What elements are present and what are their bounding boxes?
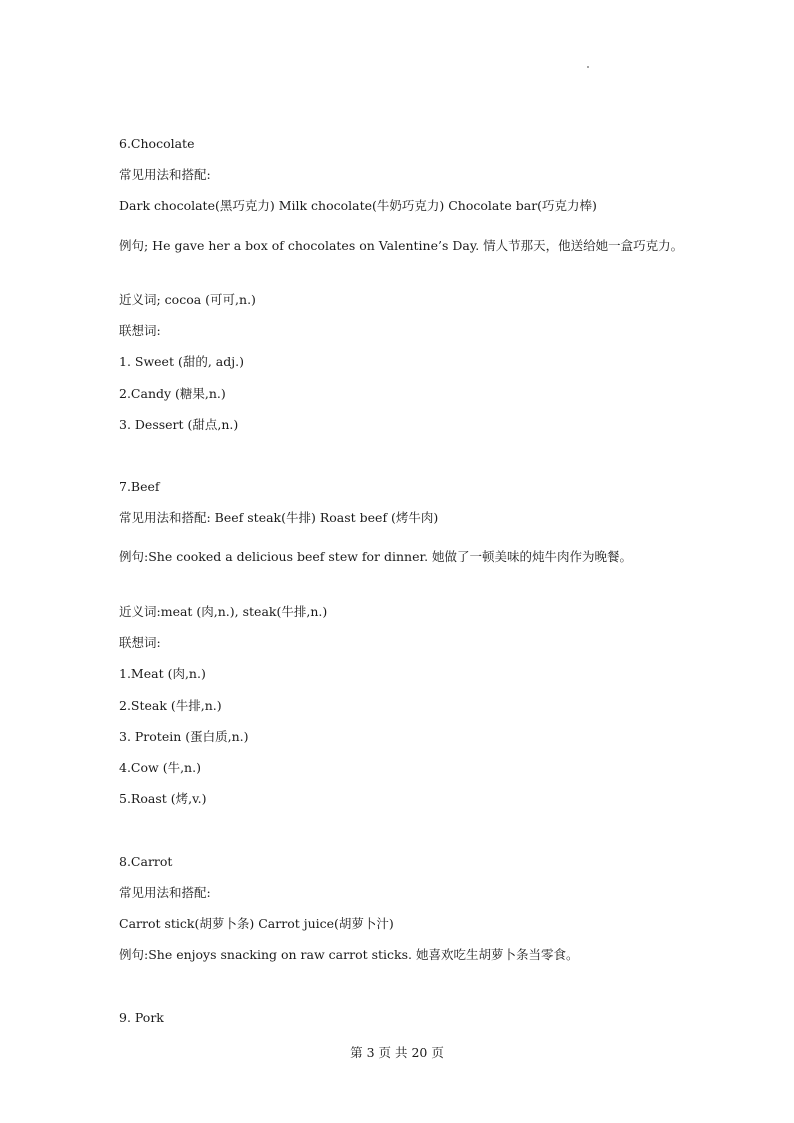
association-item: 3. Protein (蛋白质,n.)	[119, 729, 249, 744]
section-heading: 9. Pork	[119, 1010, 164, 1025]
usage-label: 常见用法和搭配:	[119, 885, 211, 900]
collocations: Dark chocolate(黑巧克力) Milk chocolate(牛奶巧克力) Chocolate bar(巧克力棒)	[119, 198, 597, 213]
association-item: 5.Roast (烤,v.)	[119, 791, 207, 806]
collocations: Carrot stick(胡萝卜条) Carrot juice(胡萝卜汁)	[119, 916, 394, 931]
association-item: 4.Cow (牛,n.)	[119, 760, 201, 775]
example-sentence: 例句:She cooked a delicious beef stew for dinner. 她做了一顿美味的炖牛肉作为晚餐。	[119, 549, 633, 564]
association-item: 2.Candy (糖果,n.)	[119, 386, 226, 401]
example-sentence: 例句; He gave her a box of chocolates on Valentine’s Day. 情人节那天，他送给她一盒巧克力。	[119, 238, 684, 253]
association-item: 1.Meat (肉,n.)	[119, 666, 206, 681]
section-heading: 8.Carrot	[119, 854, 173, 869]
usage-line: 常见用法和搭配: Beef steak(牛排) Roast beef (烤牛肉)	[119, 510, 439, 525]
association-item: 2.Steak (牛排,n.)	[119, 698, 222, 713]
association-label: 联想词:	[119, 323, 161, 338]
usage-label: 常见用法和搭配:	[119, 167, 211, 182]
association-item: 3. Dessert (甜点,n.)	[119, 417, 239, 432]
synonyms: 近义词:meat (肉,n.), steak(牛排,n.)	[119, 604, 328, 619]
page-mark	[587, 66, 589, 68]
section-heading: 6.Chocolate	[119, 136, 195, 151]
synonyms: 近义词; cocoa (可可,n.)	[119, 292, 256, 307]
section-heading: 7.Beef	[119, 479, 160, 494]
association-item: 1. Sweet (甜的, adj.)	[119, 354, 244, 369]
page-footer: 第 3 页 共 20 页	[350, 1045, 444, 1060]
association-label: 联想词:	[119, 635, 161, 650]
example-sentence: 例句:She enjoys snacking on raw carrot sticks. 她喜欢吃生胡萝卜条当零食。	[119, 947, 579, 962]
